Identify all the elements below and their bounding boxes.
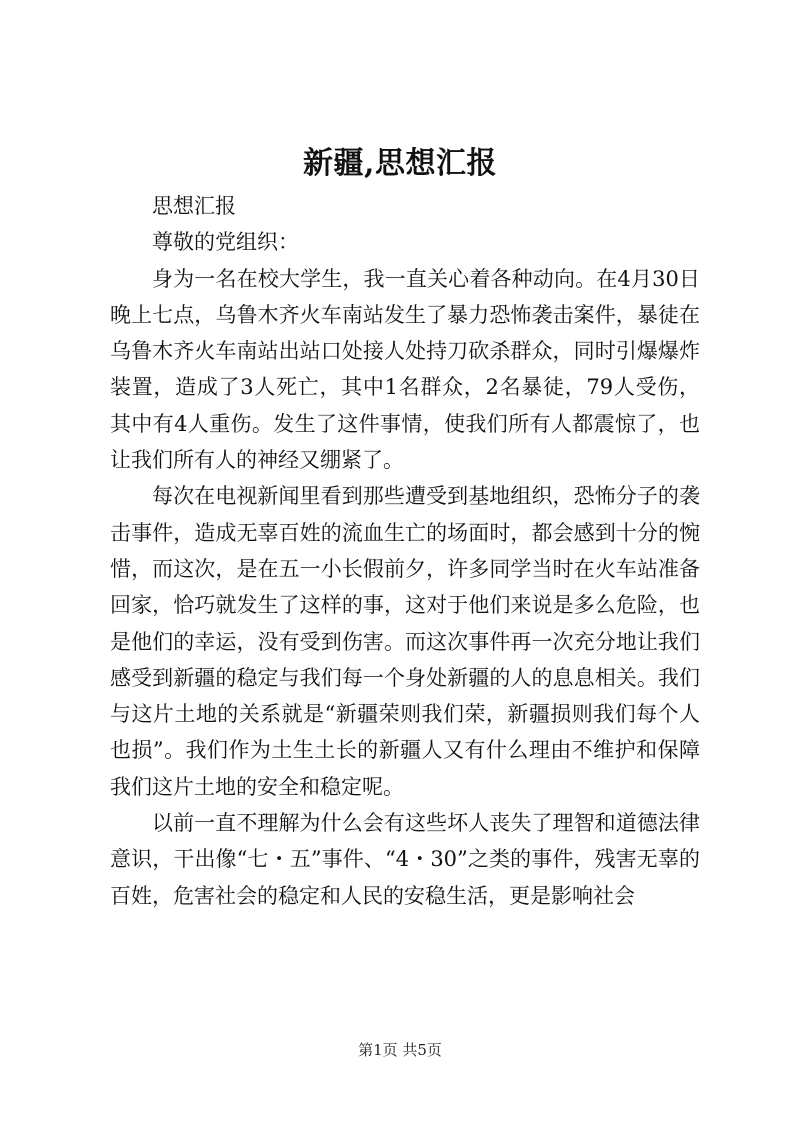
document-body <box>110 188 700 914</box>
document-title: 新疆,思想汇报 <box>303 146 497 181</box>
paragraph: 身为一名在校大学生，我一直关心着各种动向。在4月30日晚上七点，乌鲁木齐火车南站发生了暴力恐怖袭击案件，暴徒在乌鲁木齐火车南站出站口处接人处持刀砍杀群众，同时引爆爆炸装置，造成了3人死亡，其中1名群众，2名暴徒，79人受伤，其中有4人重伤。发生了这件事情，使我们所有人都震惊了，也让我们所有人的神经又绷紧了。 <box>110 266 700 473</box>
paragraph: 以前一直不理解为什么会有这些坏人丧失了理智和道德法律意识，干出像“七・五”事件、“4・30”之类的事件，残害无辜的百姓，危害社会的稳定和人民的安稳生活，更是影响社会 <box>110 811 700 908</box>
page-footer: 第1页 共5页 <box>358 1041 442 1059</box>
paragraph: 每次在电视新闻里看到那些遭受到基地组织，恐怖分子的袭击事件，造成无辜百姓的流血生亡的场面时，都会感到十分的惋惜，而这次，是在五一小长假前夕，许多同学当时在火车站准备回家，恰巧就发生了这样的事，这对于他们来说是多么危险，也是他们的幸运，没有受到伤害。而这次事件再一次充分地让我们感受到新疆的稳定与我们每一个身处新疆的人的息息相关。我们与这片土地的关系就是“新疆荣则我们荣，新疆损则我们每个人也损”。我们作为土生土长的新疆人又有什么理由不维护和保障我们这片土地的安全和稳定呢。 <box>110 484 700 799</box>
salutation: 尊敬的党组织： <box>152 230 299 255</box>
heading-line: 思想汇报 <box>152 194 236 218</box>
